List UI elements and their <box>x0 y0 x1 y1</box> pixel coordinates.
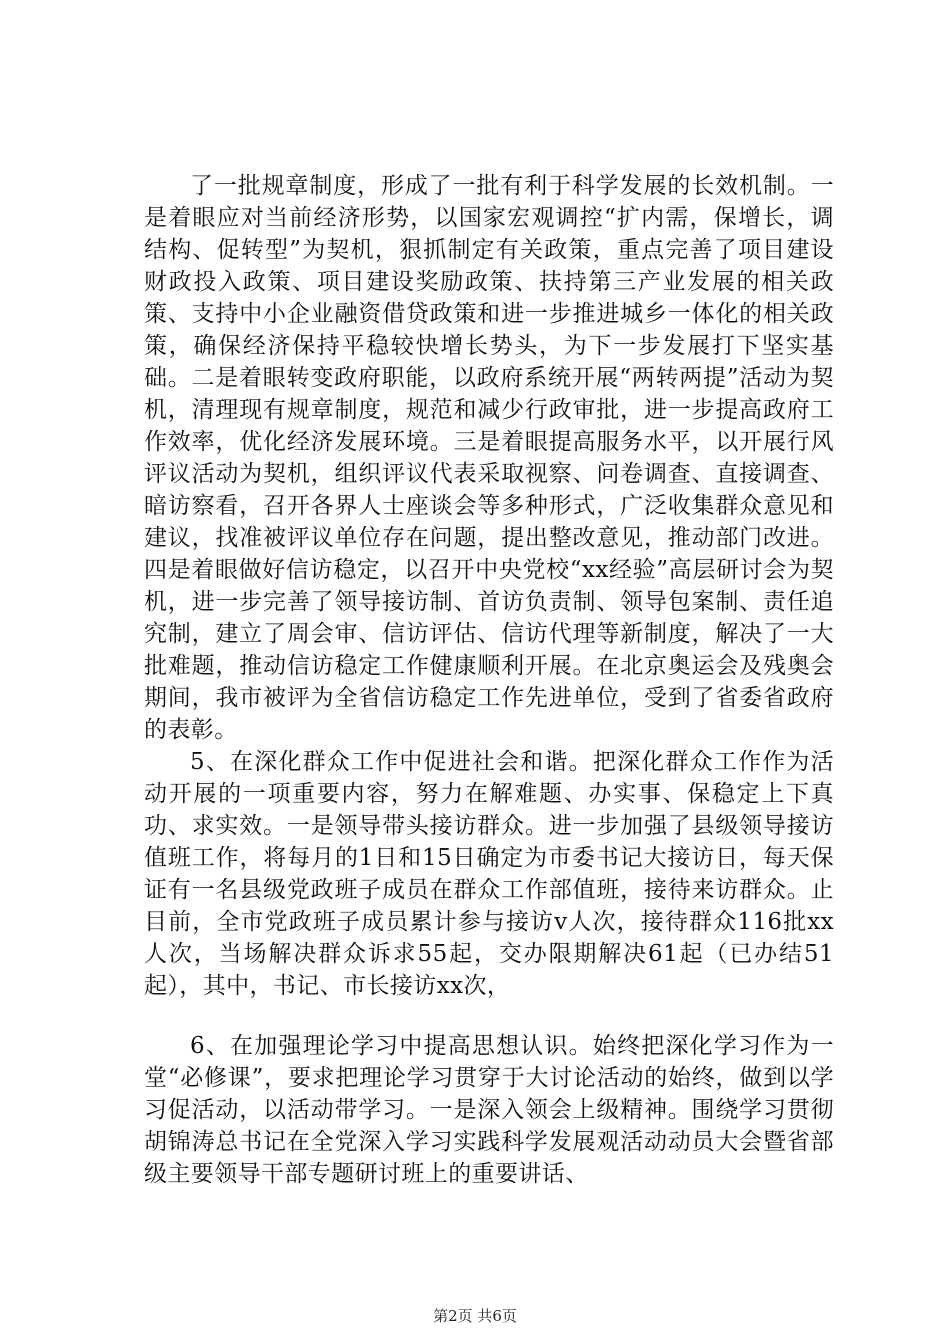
paragraph-policy-mechanisms: 了一批规章制度，形成了一批有利于科学发展的长效机制。一是着眼应对当前经济形势，以国家宏观调控“扩内需，保增长，调结构、促转型”为契机，狠抓制定有关政策，重点完善了项目建设财政投入政策、项目建设奖励政策、扶持第三产业发展的相关政策、支持中小企业融资借贷政策和进一步推进城乡一体化的相关政策，确保经济保持平稳较快增长势头，为下一步发展打下坚实基础。二是着眼转变政府职能，以政府系统开展“两转两提”活动为契机，清理现有规章制度，规范和减少行政审批，进一步提高政府工作效率，优化经济发展环境。三是着眼提高服务水平，以开展行风评议活动为契机，组织评议代表采取视察、问卷调查、直接调查、暗访察看，召开各界人士座谈会等多种形式，广泛收集群众意见和建议，找准被评议单位存在问题，提出整改意见，推动部门改进。四是着眼做好信访稳定，以召开中央党校“xx经验”高层研讨会为契机，进一步完善了领导接访制、首访负责制、领导包案制、责任追究制，建立了周会审、信访评估、信访代理等新制度，解决了一大批难题，推动信访稳定工作健康顺利开展。在北京奥运会及残奥会期间，我市被评为全省信访稳定工作先进单位，受到了省委省政府的表彰。 <box>144 173 834 743</box>
paragraph-theory-study: 6、在加强理论学习中提高思想认识。始终把深化学习作为一堂“必修课”，要求把理论学习贯穿于大讨论活动的始终，做到以学习促活动，以活动带学习。一是深入领会上级精神。围绕学习贯彻胡锦涛总书记在全党深入学习实践科学发展观活动动员大会暨省部级主要领导干部专题研讨班上的重要讲话、 <box>144 1033 834 1187</box>
page-number-label: 第2页 共6页 <box>433 1307 517 1325</box>
body-text-top <box>144 170 834 1002</box>
body-text-bottom <box>144 1030 834 1190</box>
page-footer <box>0 1305 950 1326</box>
paragraph-mass-work: 5、在深化群众工作中促进社会和谐。把深化群众工作作为活动开展的一项重要内容，努力在解难题、办实事、保稳定上下真功、求实效。一是领导带头接访群众。进一步加强了县级领导接访值班工作，将每月的1日和15日确定为市委书记大接访日，每天保证有一名县级党政班子成员在群众工作部值班，接待来访群众。止目前，全市党政班子成员累计参与接访v人次，接待群众116批xx人次，当场解决群众诉求55起，交办限期解决61起（已办结51起），其中，书记、市长接访xx次， <box>144 749 834 999</box>
